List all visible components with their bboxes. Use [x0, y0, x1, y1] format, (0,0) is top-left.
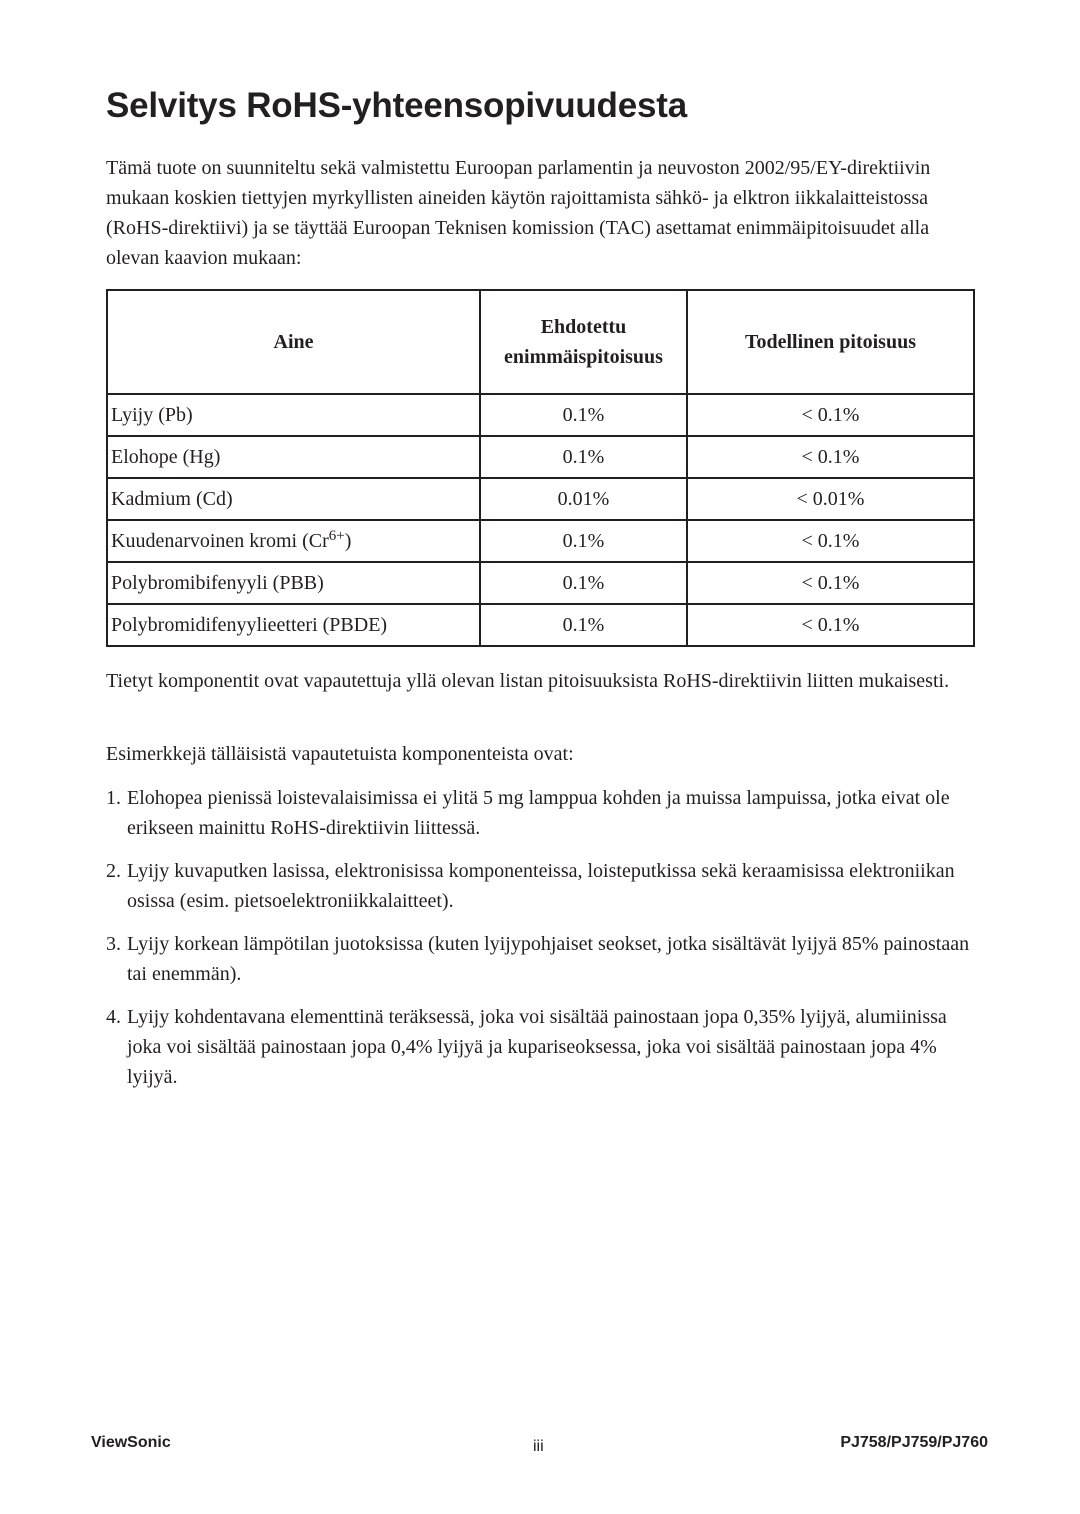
cell-substance: Elohope (Hg) [107, 436, 480, 478]
cell-max: 0.1% [480, 394, 687, 436]
cell-substance [107, 520, 480, 562]
list-number: 3. [106, 933, 121, 955]
cell-max: 0.1% [480, 562, 687, 604]
cell-actual: < 0.1% [687, 604, 974, 646]
list-item [106, 1002, 986, 1092]
list-item [106, 856, 986, 916]
list-text: Lyijy kohdentavana elementtinä teräksessä, joka voi sisältää painostaan jopa 0,35% lyijyä, alumiinissa joka voi sisältää painostaan jopa 0,4% lyijyä ja kupariseoksessa, joka voi sisältää painostaan jopa 4% lyijyä. [127, 1006, 947, 1088]
cell-max: 0.1% [480, 604, 687, 646]
exemptions-list [106, 783, 986, 1105]
list-number: 1. [106, 787, 121, 809]
superscript-charge: 6+ [328, 527, 345, 544]
substance-name: Kuudenarvoinen kromi (Cr [111, 529, 329, 552]
table-row [107, 394, 974, 436]
list-text: Lyijy korkean lämpötilan juotoksissa (kuten lyijypohjaiset seokset, jotka sisältävät lyijyä 85% painostaan tai enemmän). [127, 933, 970, 985]
cell-actual: < 0.1% [687, 436, 974, 478]
header-proposed-line1: Ehdotettu [540, 316, 627, 338]
cell-actual: < 0.1% [687, 562, 974, 604]
cell-actual: < 0.1% [687, 520, 974, 562]
list-item [106, 783, 986, 843]
table-row [107, 478, 974, 520]
cell-actual: < 0.01% [687, 478, 974, 520]
header-actual: Todellinen pitoisuus [687, 290, 974, 394]
cell-substance: Lyijy (Pb) [107, 394, 480, 436]
header-substance: Aine [107, 290, 480, 394]
table-row [107, 436, 974, 478]
list-text: Elohopea pienissä loistevalaisimissa ei ylitä 5 mg lamppua kohden ja muissa lampuissa, jotka eivat ole erikseen mainittu RoHS-direktiivin liittessä. [127, 787, 950, 839]
note-paragraph: Tietyt komponentit ovat vapautettuja yllä olevan listan pitoisuuksista RoHS-direktiivin liitten mukaisesti. [106, 670, 950, 692]
list-item [106, 929, 986, 989]
cell-substance: Polybromibifenyyli (PBB) [107, 562, 480, 604]
table-row [107, 562, 974, 604]
cell-max: 0.1% [480, 520, 687, 562]
table-row [107, 520, 974, 562]
table-header-row [107, 290, 974, 394]
list-text: Lyijy kuvaputken lasissa, elektronisissa komponenteissa, loisteputkissa sekä keraamisissa elektroniikan osissa (esim. pietsoelektroniikkalaitteet). [127, 860, 955, 912]
header-proposed-max [480, 290, 687, 394]
cell-substance: Polybromidifenyylieetteri (PBDE) [107, 604, 480, 646]
table-row [107, 604, 974, 646]
examples-intro: Esimerkkejä tälläisistä vapautetuista komponenteista ovat: [106, 743, 574, 765]
cell-actual: < 0.1% [687, 394, 974, 436]
footer-model: PJ758/PJ759/PJ760 [840, 1434, 988, 1451]
footer-brand: ViewSonic [91, 1434, 171, 1451]
page-title: Selvitys RoHS-yhteensopivuudesta [106, 86, 687, 125]
cell-max: 0.01% [480, 478, 687, 520]
footer-page-number: iii [533, 1438, 544, 1455]
rohs-table [106, 289, 975, 647]
cell-max: 0.1% [480, 436, 687, 478]
header-proposed-line2: enimmäispitoisuus [504, 346, 663, 368]
cell-substance: Kadmium (Cd) [107, 478, 480, 520]
list-number: 4. [106, 1006, 121, 1028]
intro-paragraph: Tämä tuote on suunniteltu sekä valmistettu Euroopan parlamentin ja neuvoston 2002/95/EY-direktiivin mukaan koskien tiettyjen myrkyllisten aineiden käytön rajoittamista sähkö- ja elktron iikkalaitteistossa (RoHS-direktiivi) ja se täyttää Euroopan Teknisen komission (TAC) asettamat enimmäipitoisuudet alla olevan kaavion mukaan: [106, 157, 931, 269]
list-number: 2. [106, 860, 121, 882]
substance-suffix: ) [344, 529, 352, 552]
